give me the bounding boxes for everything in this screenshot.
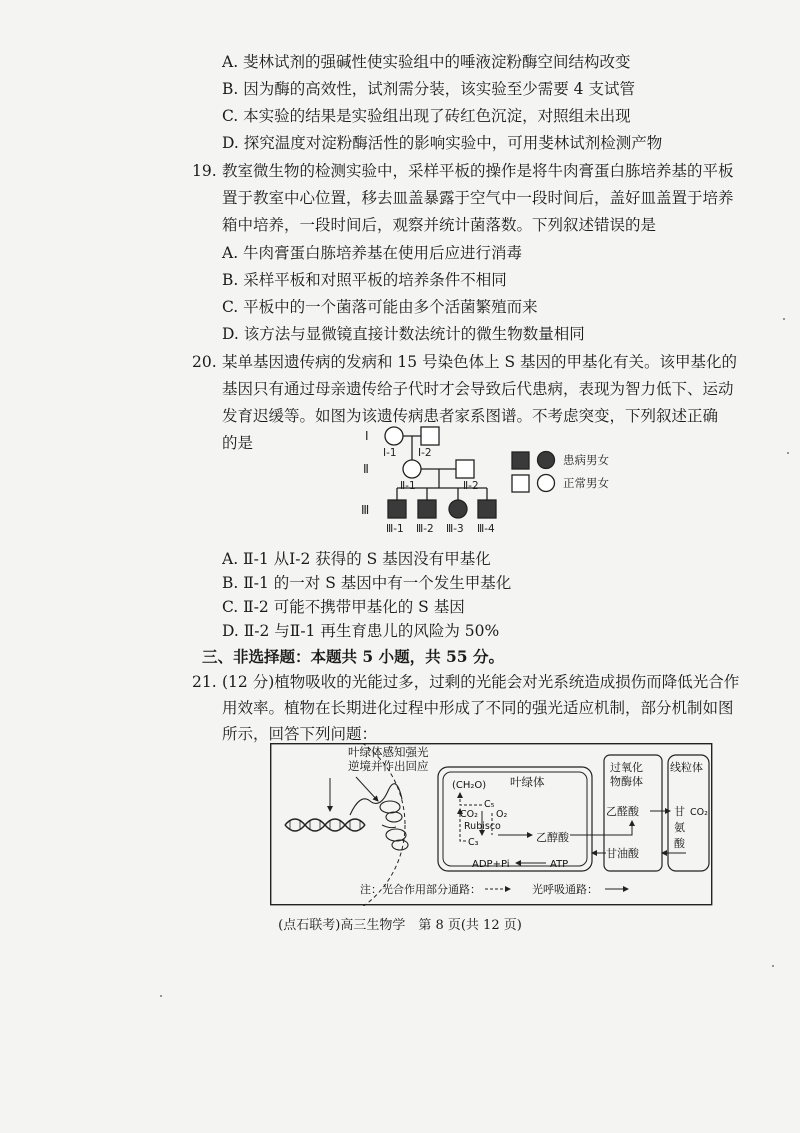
label-iii4: Ⅲ-4 xyxy=(477,523,495,535)
label-i2: Ⅰ-2 xyxy=(418,447,432,459)
individual-i1 xyxy=(385,427,403,445)
legend-affected-female xyxy=(538,452,555,469)
glycine-label-2: 氨 xyxy=(674,821,685,834)
peroxisome-label-1: 过氧化 xyxy=(610,761,643,774)
glyoxylate-label: 乙醛酸 xyxy=(606,805,639,818)
note-photorespiration: 光呼吸通路： xyxy=(532,883,598,896)
q19-number: 19. xyxy=(192,162,217,180)
scan-speck xyxy=(783,318,785,320)
label-ii1: Ⅱ-1 xyxy=(400,480,416,492)
q20-stem-2: 基因只有通过母亲遗传给子代时才会导致后代患病，表现为智力低下、运动 xyxy=(222,380,734,398)
individual-i2 xyxy=(421,427,439,445)
ribosome-2 xyxy=(386,829,406,841)
dna-strand-2 xyxy=(285,819,365,831)
label-iii1: Ⅲ-1 xyxy=(386,523,404,535)
q20-option-d: D. Ⅱ-2 与Ⅱ-1 再生育患儿的风险为 50% xyxy=(222,622,500,640)
generation-iii-label: Ⅲ xyxy=(361,503,370,517)
label-iii2: Ⅲ-2 xyxy=(416,523,434,535)
glycolate-label: 乙醇酸 xyxy=(536,831,569,844)
q20-number: 20. xyxy=(192,353,217,371)
photorespiration-diagram xyxy=(270,743,713,906)
q21-stem-1: (12 分)植物吸收的光能过多，过剩的光能会对光系统造成损伤而降低光合作 xyxy=(222,673,740,691)
c3-label: C₃ xyxy=(468,837,479,848)
q19-stem-2: 置于教室中心位置，移去皿盖暴露于空气中一段时间后，盖好皿盖置于培养 xyxy=(222,189,734,207)
glycine-label-3: 酸 xyxy=(674,837,685,850)
page-footer: (点石联考)高三生物学 第 8 页(共 12 页) xyxy=(278,918,522,933)
q19-option-d: D. 该方法与显微镜直接计数法统计的微生物数量相同 xyxy=(222,325,585,343)
ch2o-label: (CH₂O) xyxy=(452,780,487,791)
legend-normal-male xyxy=(512,475,529,492)
q18-option-c: C. 本实验的结果是实验组出现了砖红色沉淀，对照组未出现 xyxy=(222,107,631,125)
legend-normal-female xyxy=(538,475,555,492)
q20-option-a: A. Ⅱ-1 从Ⅰ-2 获得的 S 基因没有甲基化 xyxy=(222,550,491,568)
label-i1: Ⅰ-1 xyxy=(383,447,397,459)
individual-ii2 xyxy=(456,460,474,478)
q18-option-d: D. 探究温度对淀粉酶活性的影响实验中，可用斐林试剂检测产物 xyxy=(222,134,663,152)
o2-label: O₂ xyxy=(496,809,508,820)
scan-speck xyxy=(787,452,789,454)
mitochondrion-label: 线粒体 xyxy=(670,761,703,774)
glycerate-label: 甘油酸 xyxy=(606,847,639,860)
legend-affected-label: 患病男女 xyxy=(563,453,609,467)
individual-iii4 xyxy=(478,500,496,518)
rubisco-label: Rubisco xyxy=(464,821,501,832)
co2-out-label: CO₂ xyxy=(690,807,708,818)
scan-speck xyxy=(160,995,162,997)
glycine-label-1: 甘 xyxy=(674,805,685,818)
co2-label: CO₂ xyxy=(460,809,478,820)
q19-stem-3: 箱中培养，一段时间后，观察并统计菌落数。下列叙述错误的是 xyxy=(222,216,657,234)
section-heading: 三、非选择题：本题共 5 小题，共 55 分。 xyxy=(202,647,504,666)
generation-ii-label: Ⅱ xyxy=(363,462,369,476)
q19-option-b: B. 采样平板和对照平板的培养条件不相同 xyxy=(222,271,507,289)
legend-normal-label: 正常男女 xyxy=(563,476,609,490)
q18-option-a: A. 斐林试剂的强碱性使实验组中的唾液淀粉酶空间结构改变 xyxy=(222,53,631,71)
q20-stem-1: 某单基因遗传病的发病和 15 号染色体上 S 基因的甲基化有关。该甲基化的 xyxy=(222,353,738,371)
individual-ii1 xyxy=(403,460,421,478)
q20-option-b: B. Ⅱ-1 的一对 S 基因中有一个发生甲基化 xyxy=(222,574,512,592)
label-ii2: Ⅱ-2 xyxy=(463,480,479,492)
q19-stem-1: 教室微生物的检测实验中，采样平板的操作是将牛肉膏蛋白胨培养基的平板 xyxy=(222,162,734,180)
q20-stem-4: 的是 xyxy=(222,434,254,452)
q21-stem-2: 用效率。植物在长期进化过程中形成了不同的强光适应机制，部分机制如图 xyxy=(222,699,734,717)
individual-iii1 xyxy=(388,500,406,518)
individual-iii3 xyxy=(449,500,467,518)
q20-stem-3: 发育迟缓等。如图为该遗传病患者家系图谱。不考虑突变，下列叙述正确 xyxy=(222,407,719,425)
q19-option-c: C. 平板中的一个菌落可能由多个活菌繁殖而来 xyxy=(222,298,538,316)
q18-option-b: B. 因为酶的高效性，试剂需分装，该实验至少需要 4 支试管 xyxy=(222,80,635,98)
q19-option-a: A. 牛肉膏蛋白胨培养基在使用后应进行消毒 xyxy=(222,244,523,262)
q21-number: 21. xyxy=(192,673,217,691)
nucleus-note-2: 逆境并作出回应 xyxy=(348,759,429,773)
label-iii3: Ⅲ-3 xyxy=(446,523,464,535)
individual-iii2 xyxy=(418,500,436,518)
chloroplast-label: 叶绿体 xyxy=(510,775,545,789)
q20-option-c: C. Ⅱ-2 可能不携带甲基化的 S 基因 xyxy=(222,598,465,616)
adp-label: ADP+Pi xyxy=(472,859,510,870)
pedigree-chart xyxy=(360,424,660,542)
generation-i-label: Ⅰ xyxy=(365,429,369,443)
nucleus-note-1: 叶绿体感知强光 xyxy=(348,745,429,759)
note-photosynthesis: 注：光合作用部分通路： xyxy=(360,883,481,896)
peroxisome-label-2: 物酶体 xyxy=(610,775,643,788)
ribosome-1 xyxy=(380,801,400,813)
legend-affected-male xyxy=(512,452,529,469)
atp-label: ATP xyxy=(550,859,569,870)
scan-speck xyxy=(772,965,774,967)
q21-stem-3: 所示，回答下列问题： xyxy=(222,725,378,743)
c5-label: C₅ xyxy=(484,799,495,810)
